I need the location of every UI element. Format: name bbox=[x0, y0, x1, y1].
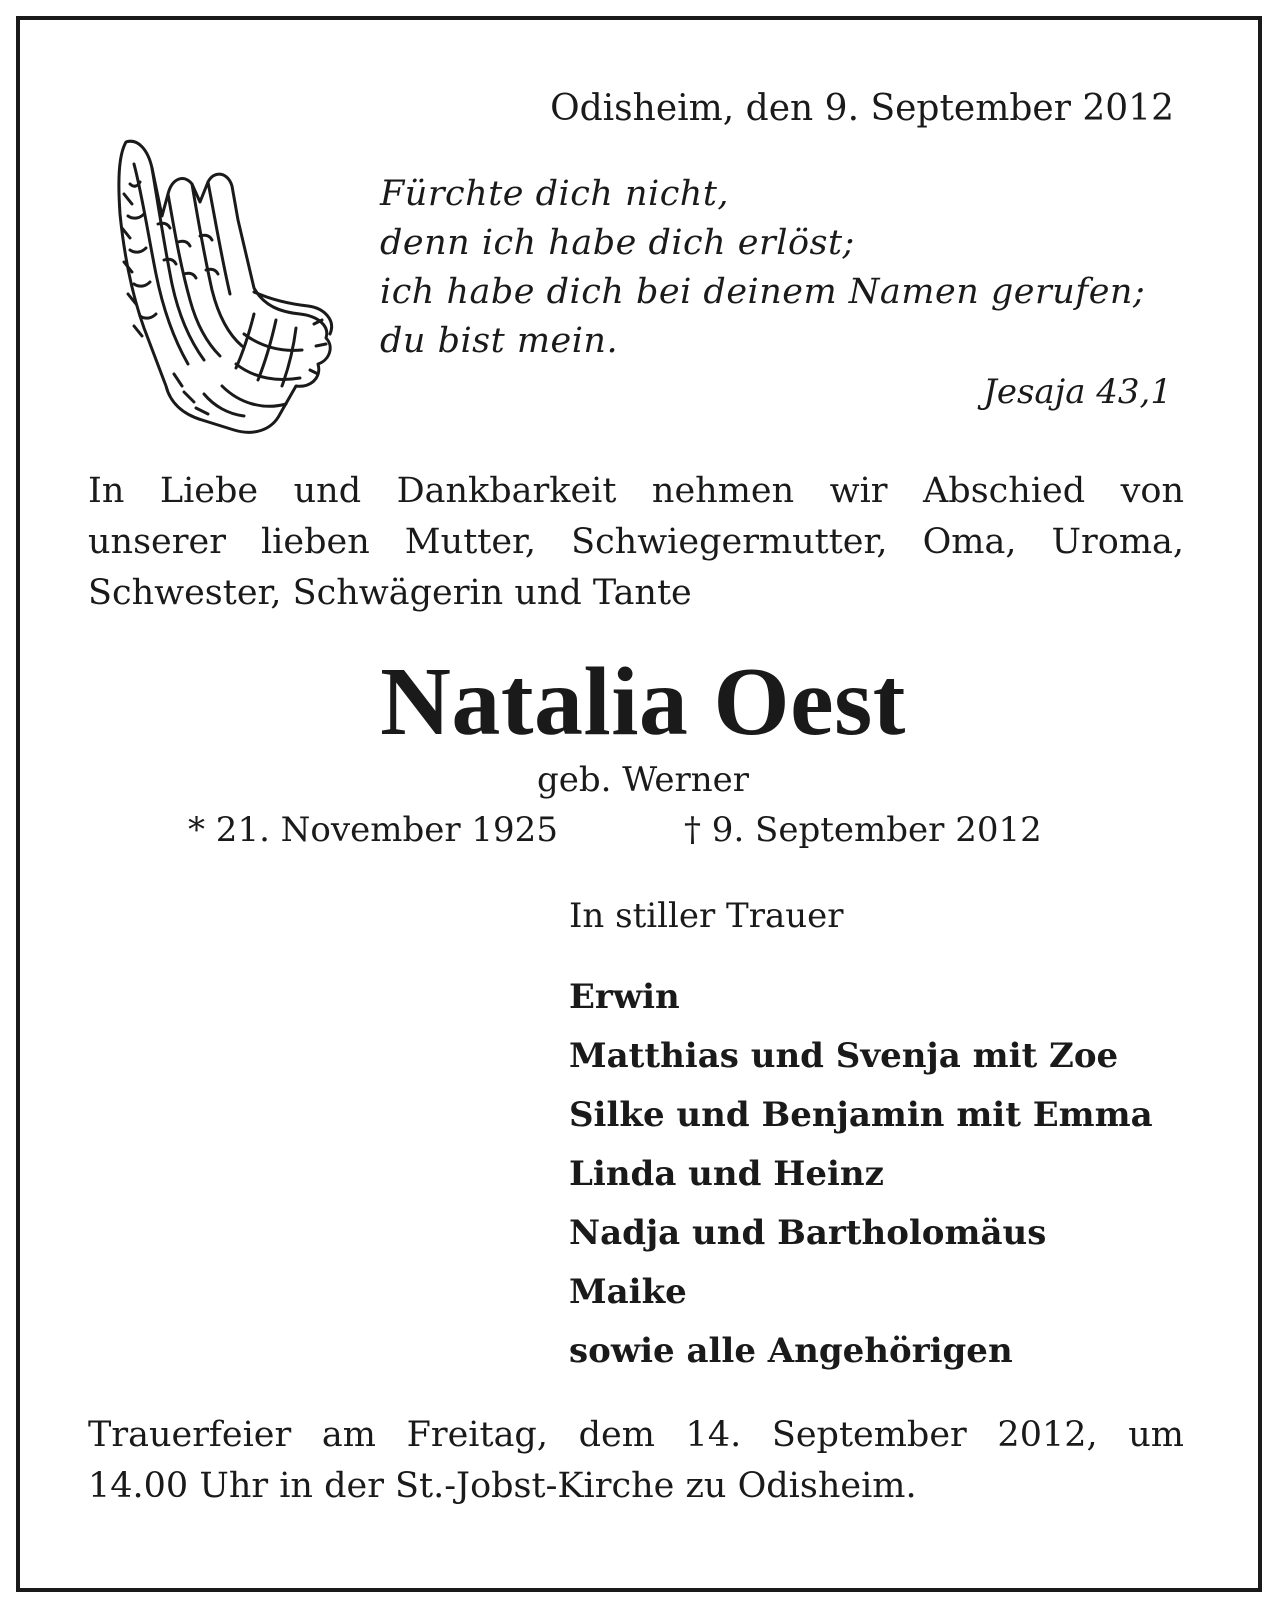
bible-verse bbox=[380, 170, 1145, 366]
mourner-entry: sowie alle Angehörigen bbox=[569, 1331, 1013, 1371]
intro-line: Schwester, Schwägerin und Tante bbox=[88, 573, 692, 613]
verse-line: ich habe dich bei deinem Namen gerufen; bbox=[380, 272, 1146, 312]
intro-line: unserer lieben Mutter, Schwiegermutter, Oma, Uroma, bbox=[88, 522, 1184, 562]
verse-line: denn ich habe dich erlöst; bbox=[380, 223, 855, 263]
mourner-entry: Nadja und Bartholomäus bbox=[569, 1213, 1047, 1253]
death-date: † 9. September 2012 bbox=[684, 810, 1042, 850]
praying-hands-icon bbox=[104, 124, 364, 454]
place-date: Odisheim, den 9. September 2012 bbox=[550, 88, 1174, 129]
deceased-name: Natalia Oest bbox=[380, 648, 906, 756]
verse-reference: Jesaja 43,1 bbox=[983, 372, 1172, 412]
mourner-entry: Silke und Benjamin mit Emma bbox=[569, 1095, 1153, 1135]
mourners-list bbox=[569, 968, 1153, 1381]
ceremony-line: Trauerfeier am Freitag, dem 14. September 2012, um bbox=[88, 1415, 1184, 1455]
maiden-name: geb. Werner bbox=[536, 760, 750, 800]
obituary-notice bbox=[16, 16, 1262, 1592]
verse-line: du bist mein. bbox=[380, 321, 619, 361]
intro-text bbox=[88, 466, 1184, 619]
mourning-label: In stiller Trauer bbox=[569, 896, 844, 936]
mourner-entry: Erwin bbox=[569, 977, 680, 1017]
mourner-entry: Matthias und Svenja mit Zoe bbox=[569, 1036, 1119, 1076]
intro-line: In Liebe und Dankbarkeit nehmen wir Abschied von bbox=[88, 471, 1184, 511]
mourner-entry: Maike bbox=[569, 1272, 687, 1312]
birth-date: * 21. November 1925 bbox=[188, 810, 558, 850]
ceremony-info bbox=[88, 1410, 1184, 1512]
verse-line: Fürchte dich nicht, bbox=[380, 174, 730, 214]
mourner-entry: Linda und Heinz bbox=[569, 1154, 884, 1194]
ceremony-line: 14.00 Uhr in der St.-Jobst-Kirche zu Odisheim. bbox=[88, 1466, 917, 1506]
